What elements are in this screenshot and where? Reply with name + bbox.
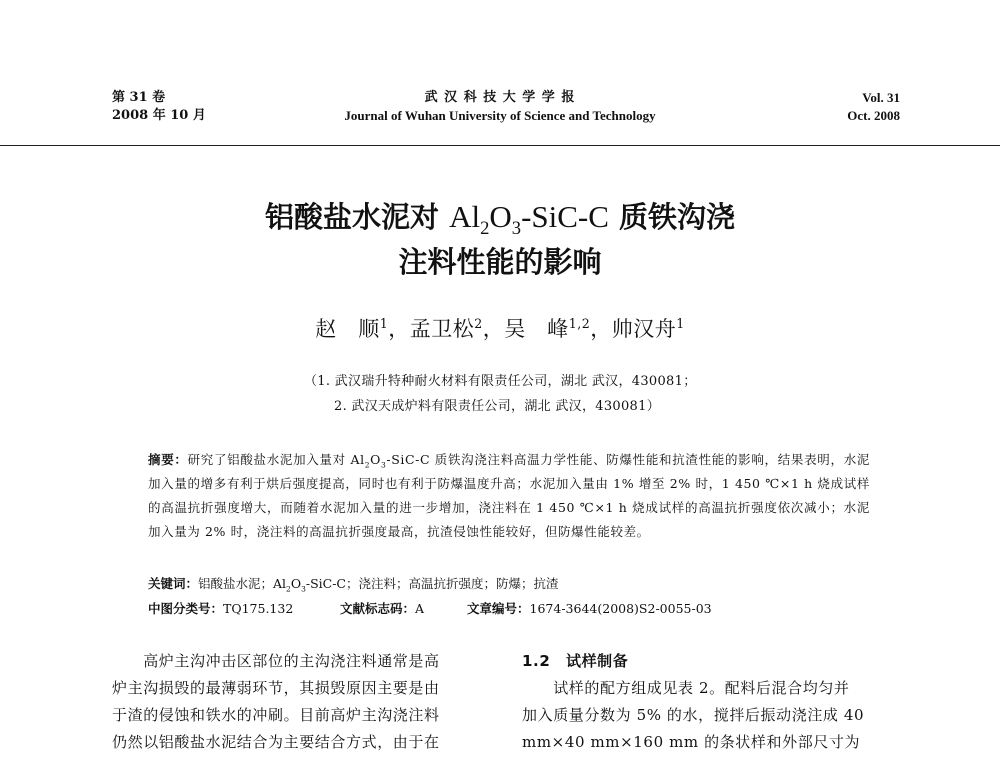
abstract: 摘要：研究了铝酸盐水泥加入量对 $Al_2O_3-SiC-C$ 质铁沟浇注料高温力学性能、防爆性能和抗渣性能的影响，结果表明，水泥加入量的增多有利于烘后强度提高，同时也有利于防爆温度升高；水泥加入量由 1% 增至 2% 时，1 450 ℃×1 h 烧成试样的高温抗折强度增大，而随着水泥加入量的进一步增加，浇注料在 1 450 ℃×1 h 烧成试样的高温抗折强度依次减小；水泥加入量为 2% 时，浇注料的高温抗折强度最高，抗渣侵蚀性能较好，但防爆性能较差。 <box>148 452 870 539</box>
title-pre: 铝酸盐水泥对 <box>264 200 450 234</box>
header-date-en: Oct. 2008 <box>847 108 900 123</box>
affiliation-2: 2. 武汉天成炉料有限责任公司，湖北 武汉，430081） <box>334 399 660 414</box>
body-line: 于渣的侵蚀和铁水的冲刷。目前高炉主沟浇注料 <box>112 706 440 724</box>
body-line: 试样的配方组成见表 2。配料后混合均匀并 <box>522 679 850 697</box>
keywords-label: 关键词： <box>148 576 199 591</box>
header-volume-cn: 第 31 卷 <box>112 90 166 105</box>
body-line: mm×40 mm×160 mm 的条状样和外部尺寸为 <box>522 733 861 751</box>
body-right-column <box>522 648 900 756</box>
article-number: 文章编号：1674-3644(2008)S2-0055-03 <box>467 601 712 616</box>
clc-number: 中图分类号：TQ175.132 <box>148 601 294 616</box>
body-left-column <box>112 648 490 756</box>
author: 孟卫松$^2$， <box>409 316 505 341</box>
author: 帅汉舟$^1$ <box>611 316 685 341</box>
paper-title-line1 <box>0 196 1000 238</box>
body-line: 仍然以铝酸盐水泥结合为主要结合方式，由于在 <box>112 733 440 751</box>
author: 赵 顺$^1$， <box>315 316 410 341</box>
affiliation-1: （1. 武汉瑞升特种耐火材料有限责任公司，湖北 武汉，430081； <box>304 374 697 389</box>
abstract-label: 摘要： <box>148 452 188 467</box>
author-list <box>0 316 1000 342</box>
document-code: 文献标志码：A <box>340 601 425 616</box>
title-post: 质铁沟浇 <box>608 200 736 234</box>
section-heading: 1.2 试样制备 <box>522 652 629 670</box>
header-volume-en: Vol. 31 <box>862 90 900 105</box>
body-line: 高炉主沟冲击区部位的主沟浇注料通常是高 <box>112 652 440 670</box>
header-date-cn: 2008 年 10 月 <box>112 108 206 123</box>
header-journal-cn: 武 汉 科 技 大 学 学 报 <box>424 90 576 105</box>
body-line: 加入质量分数为 5% 的水，搅拌后振动浇注成 40 <box>522 706 865 724</box>
body-line: 炉主沟损毁的最薄弱环节，其损毁原因主要是由 <box>112 679 440 697</box>
keywords: 关键词：铝酸盐水泥；$Al_2O_3-SiC-C$；浇注料；高温抗折强度；防爆；抗渣 <box>148 576 559 594</box>
paper-title-line2: 注料性能的影响 <box>398 245 602 279</box>
title-formula: $Al_2O_3-SiC-C$ <box>449 199 609 240</box>
header-rule <box>0 145 1000 146</box>
author: 吴 峰$^{1,2}$， <box>504 316 612 341</box>
header-journal-en: Journal of Wuhan University of Science and Technology <box>344 108 656 123</box>
